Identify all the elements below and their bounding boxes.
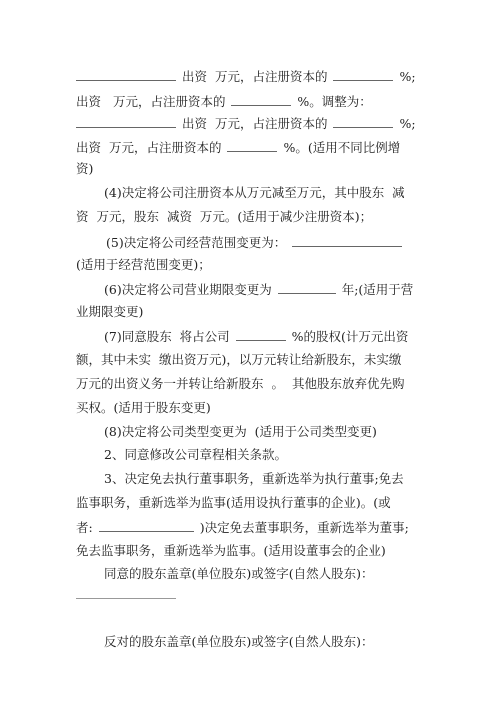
blank-field[interactable]	[99, 519, 194, 532]
line-18: 3、决定免去执行董事职务，重新选举为执行董事;免去	[104, 471, 404, 486]
text: 万元，占注册资本的	[112, 94, 226, 109]
text: %。(适用不同比例增	[283, 140, 401, 155]
signature-line[interactable]	[76, 598, 176, 599]
line-3	[76, 115, 426, 132]
line-14	[76, 376, 426, 392]
line-8	[106, 234, 426, 251]
text: 者:	[76, 520, 93, 535]
text: (4)决定将公司注册资本从万元减至万元，其中股东	[104, 185, 385, 200]
text: %;	[399, 116, 416, 131]
line-9: (适用于经营范围变更)；	[76, 257, 211, 272]
text: 其他股东放弃优先购	[291, 376, 405, 391]
line-22: 同意的股东盖章(单位股东)或签字(自然人股东)：	[104, 566, 374, 581]
text: (7)同意股东	[104, 329, 172, 344]
line-11: 业期限变更)	[76, 304, 144, 319]
text: 万元，占注册资本的	[214, 116, 328, 131]
line-12	[104, 328, 426, 345]
text: 万元，股东	[96, 209, 159, 224]
blank-field[interactable]	[278, 281, 336, 294]
line-4	[76, 139, 426, 156]
line-1	[76, 68, 426, 85]
text: %的股权(计万元出资	[291, 329, 409, 344]
line-7	[76, 209, 426, 225]
line-16	[104, 424, 426, 440]
text: 资	[76, 209, 89, 224]
text: 万元的出资义务一并转让给新股东	[76, 376, 264, 391]
line-10	[104, 281, 426, 298]
line-21: 免去监事职务，重新选举为监事。(适用设董事会的企业)	[76, 543, 386, 558]
line-20	[76, 519, 426, 536]
text: 减	[392, 185, 405, 200]
text: 出资	[76, 140, 102, 155]
line-6	[104, 185, 426, 201]
text: 万元，占注册资本的	[108, 140, 222, 155]
text: 出资	[181, 116, 207, 131]
text: 将占公司	[179, 329, 230, 344]
blank-field[interactable]	[76, 115, 176, 128]
text: )决定免去董事职务，重新选举为董事;	[199, 520, 409, 535]
text: 万元，占注册资本的	[214, 69, 328, 84]
text: (8)决定将公司类型变更为	[104, 424, 247, 439]
line-13	[76, 352, 426, 368]
blank-field[interactable]	[292, 234, 402, 247]
text: (6)决定将公司营业期限变更为	[104, 282, 272, 297]
text: 额，其中未实	[76, 352, 152, 367]
text: (5)决定将公司经营范围变更为：	[106, 235, 287, 250]
line-17: 2、同意修改公司章程相关条款。	[104, 447, 287, 462]
text: 万元。(适用于减少注册资本)；	[199, 209, 373, 224]
blank-field[interactable]	[236, 328, 286, 341]
line-15: 买权。(适用于股东变更)	[76, 400, 211, 415]
text: 年;(适用于营	[341, 282, 414, 297]
line-2	[76, 93, 426, 110]
blank-field[interactable]	[333, 115, 393, 128]
line-23: 反对的股东盖章(单位股东)或签字(自然人股东)：	[104, 634, 374, 649]
text: %。调整为：	[297, 94, 372, 109]
text: 缴出资万元)，以万元转让给新股东，未实缴	[158, 352, 402, 367]
text: 。	[271, 376, 284, 391]
text: (适用于公司类型变更)	[254, 424, 377, 439]
blank-field[interactable]	[227, 139, 277, 152]
line-19: 监事职务，重新选举为监事(适用设执行董事的企业)。(或	[76, 495, 391, 510]
text: 出资	[76, 94, 102, 109]
line-5: 资)	[76, 161, 94, 176]
text: 减资	[166, 209, 192, 224]
text: 出资	[181, 69, 207, 84]
blank-field[interactable]	[333, 68, 393, 81]
text: %;	[399, 69, 416, 84]
blank-field[interactable]	[231, 93, 291, 106]
blank-field[interactable]	[76, 68, 176, 81]
